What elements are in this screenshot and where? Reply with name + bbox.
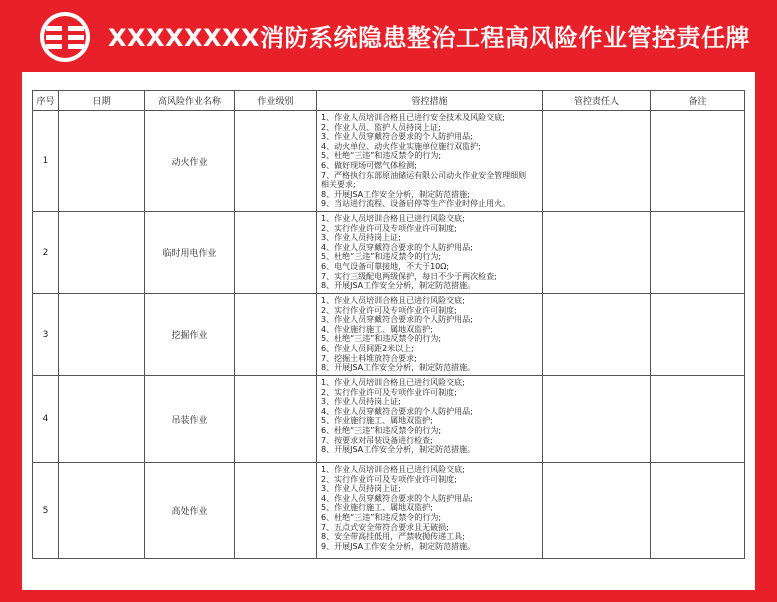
table-row <box>33 294 745 376</box>
measure-item: 5、杜绝“三违”和违反禁令的行为; <box>321 334 442 344</box>
cell-owner <box>543 212 651 294</box>
measure-item: 7、五点式安全带符合要求且无破损; <box>321 522 449 532</box>
measure-item: 1、作业人员培训合格且已进行风险交底; <box>321 378 465 387</box>
measure-item: 8、开展JSA工作安全分析，制定防范措施。 <box>321 445 476 455</box>
measure-item: 5、作业施行施工、属地双监护; <box>321 416 433 426</box>
table-panel <box>22 72 755 590</box>
column-header-owner: 管控责任人 <box>543 91 651 111</box>
cell-date <box>59 212 145 294</box>
cell-note <box>651 212 745 294</box>
cell-date <box>59 376 145 463</box>
column-header-level: 作业级别 <box>235 91 317 111</box>
measure-item: 1、作业人员培训合格且已进行风险交底; <box>321 296 465 305</box>
measure-item: 3、作业人员持岗上证; <box>321 397 401 407</box>
measure-item: 1、作业人员培训合格且已进行风险交底; <box>321 214 465 223</box>
cell-work-name: 吊装作业 <box>145 376 235 463</box>
cell-note <box>651 463 745 559</box>
measure-item: 4、作业人员穿戴符合要求的个人防护用品; <box>321 242 473 252</box>
measure-item: 2、实行作业许可及专项作业许可制度; <box>321 305 457 315</box>
cell-level <box>235 463 317 559</box>
measure-item: 6、做好现场可燃气体检测; <box>321 160 417 170</box>
table-row <box>33 212 745 294</box>
measure-item: 2、实行作业许可及专项作业许可制度; <box>321 387 457 397</box>
measure-item: 8、开展JSA工作安全分析，制定防范措施。 <box>321 363 476 373</box>
cell-measures <box>317 376 543 463</box>
cell-level <box>235 111 317 212</box>
measure-item: 6、作业人员间距2米以上; <box>321 343 414 353</box>
cell-owner <box>543 294 651 376</box>
cell-work-name: 动火作业 <box>145 111 235 212</box>
table-row <box>33 111 745 212</box>
cell-level <box>235 376 317 463</box>
measure-item: 4、作业人员穿戴符合要求的个人防护用品; <box>321 493 473 503</box>
cell-no: 5 <box>33 463 59 559</box>
measure-item: 2、实行作业许可及专项作业许可制度; <box>321 474 457 484</box>
cell-note <box>651 294 745 376</box>
column-header-name: 高风险作业名称 <box>145 91 235 111</box>
cell-date <box>59 463 145 559</box>
column-header-no: 序号 <box>33 91 59 111</box>
column-header-date: 日期 <box>59 91 145 111</box>
column-header-note: 备注 <box>651 91 745 111</box>
table-row <box>33 376 745 463</box>
measure-item: 3、作业人员穿戴符合要求的个人防护用品; <box>321 315 473 325</box>
measure-item: 7、挖掘土料堆放符合要求; <box>321 353 417 363</box>
measure-item: 1、作业人员培训合格且已进行风险交底; <box>321 465 465 474</box>
column-header-measures: 管控措施 <box>317 91 543 111</box>
table-row <box>33 463 745 559</box>
cell-work-name: 高处作业 <box>145 463 235 559</box>
measure-item: 3、作业人员穿戴符合要求的个人防护用品; <box>321 132 473 142</box>
measure-item: 3、作业人员持岗上证; <box>321 233 401 243</box>
cell-note <box>651 111 745 212</box>
board-title: XXXXXXXX消防系统隐患整治工程高风险作业管控责任牌 <box>108 24 751 52</box>
cell-owner <box>543 376 651 463</box>
cell-measures <box>317 463 543 559</box>
cell-no: 4 <box>33 376 59 463</box>
measure-item: 6、杜绝“三违”和违反禁令的行为; <box>321 425 442 435</box>
cell-date <box>59 111 145 212</box>
cell-no: 2 <box>33 212 59 294</box>
cell-owner <box>543 463 651 559</box>
cell-no: 1 <box>33 111 59 212</box>
cell-date <box>59 294 145 376</box>
cell-work-name: 临时用电作业 <box>145 212 235 294</box>
measure-item: 3、作业人员持岗上证; <box>321 484 401 494</box>
measure-item: 8、开展JSA工作安全分析，制定防范措施。 <box>321 281 476 291</box>
cell-note <box>651 376 745 463</box>
cell-level <box>235 212 317 294</box>
cell-measures <box>317 212 543 294</box>
measure-item: 2、实行作业许可及专项作业许可制度; <box>321 223 457 233</box>
measure-item: 相关要求; <box>321 180 356 190</box>
cell-measures <box>317 294 543 376</box>
measure-item: 4、动火单位、动火作业实施单位施行双监护; <box>321 141 481 151</box>
measure-item: 6、杜绝“三违”和违反禁令的行为; <box>321 512 442 522</box>
measure-item: 9、当站进行流程、设备启停等生产作业时停止用火。 <box>321 199 511 209</box>
table-header-row <box>33 91 745 111</box>
measure-item: 7、严格执行东部原油储运有限公司动火作业安全管理细则 <box>321 170 527 180</box>
measure-item: 9、开展JSA工作安全分析，制定防范措施。 <box>321 541 476 551</box>
measure-item: 4、作业施行施工、属地双监护; <box>321 324 433 334</box>
cell-level <box>235 294 317 376</box>
board-header <box>0 0 777 72</box>
measure-item: 1、作业人员培训合格且已进行安全技术及风险交底; <box>321 113 505 122</box>
measure-item: 4、作业人员穿戴符合要求的个人防护用品; <box>321 406 473 416</box>
cell-work-name: 挖掘作业 <box>145 294 235 376</box>
cell-owner <box>543 111 651 212</box>
red-circle-logo-icon <box>38 10 92 64</box>
measure-item: 8、开展JSA工作安全分析，制定防范措施; <box>321 189 470 199</box>
control-table <box>32 90 745 559</box>
measure-item: 7、按要求对吊装设备进行检查; <box>321 435 433 445</box>
measure-item: 6、电气设备可靠接地，不大于10Ω; <box>321 261 450 271</box>
measure-item: 8、安全带高挂低用，严禁收抛传递工具; <box>321 532 465 542</box>
measure-item: 5、杜绝“三违”和违反禁令的行为; <box>321 151 442 161</box>
cell-no: 3 <box>33 294 59 376</box>
measure-item: 5、作业施行施工、属地双监护; <box>321 503 433 513</box>
measure-item: 5、杜绝“三违”和违反禁令的行为; <box>321 252 442 262</box>
measure-item: 2、作业人员、监护人员持岗上证; <box>321 122 441 132</box>
cell-measures <box>317 111 543 212</box>
measure-item: 7、实行三级配电两级保护，每日不少于两次检查; <box>321 271 497 281</box>
